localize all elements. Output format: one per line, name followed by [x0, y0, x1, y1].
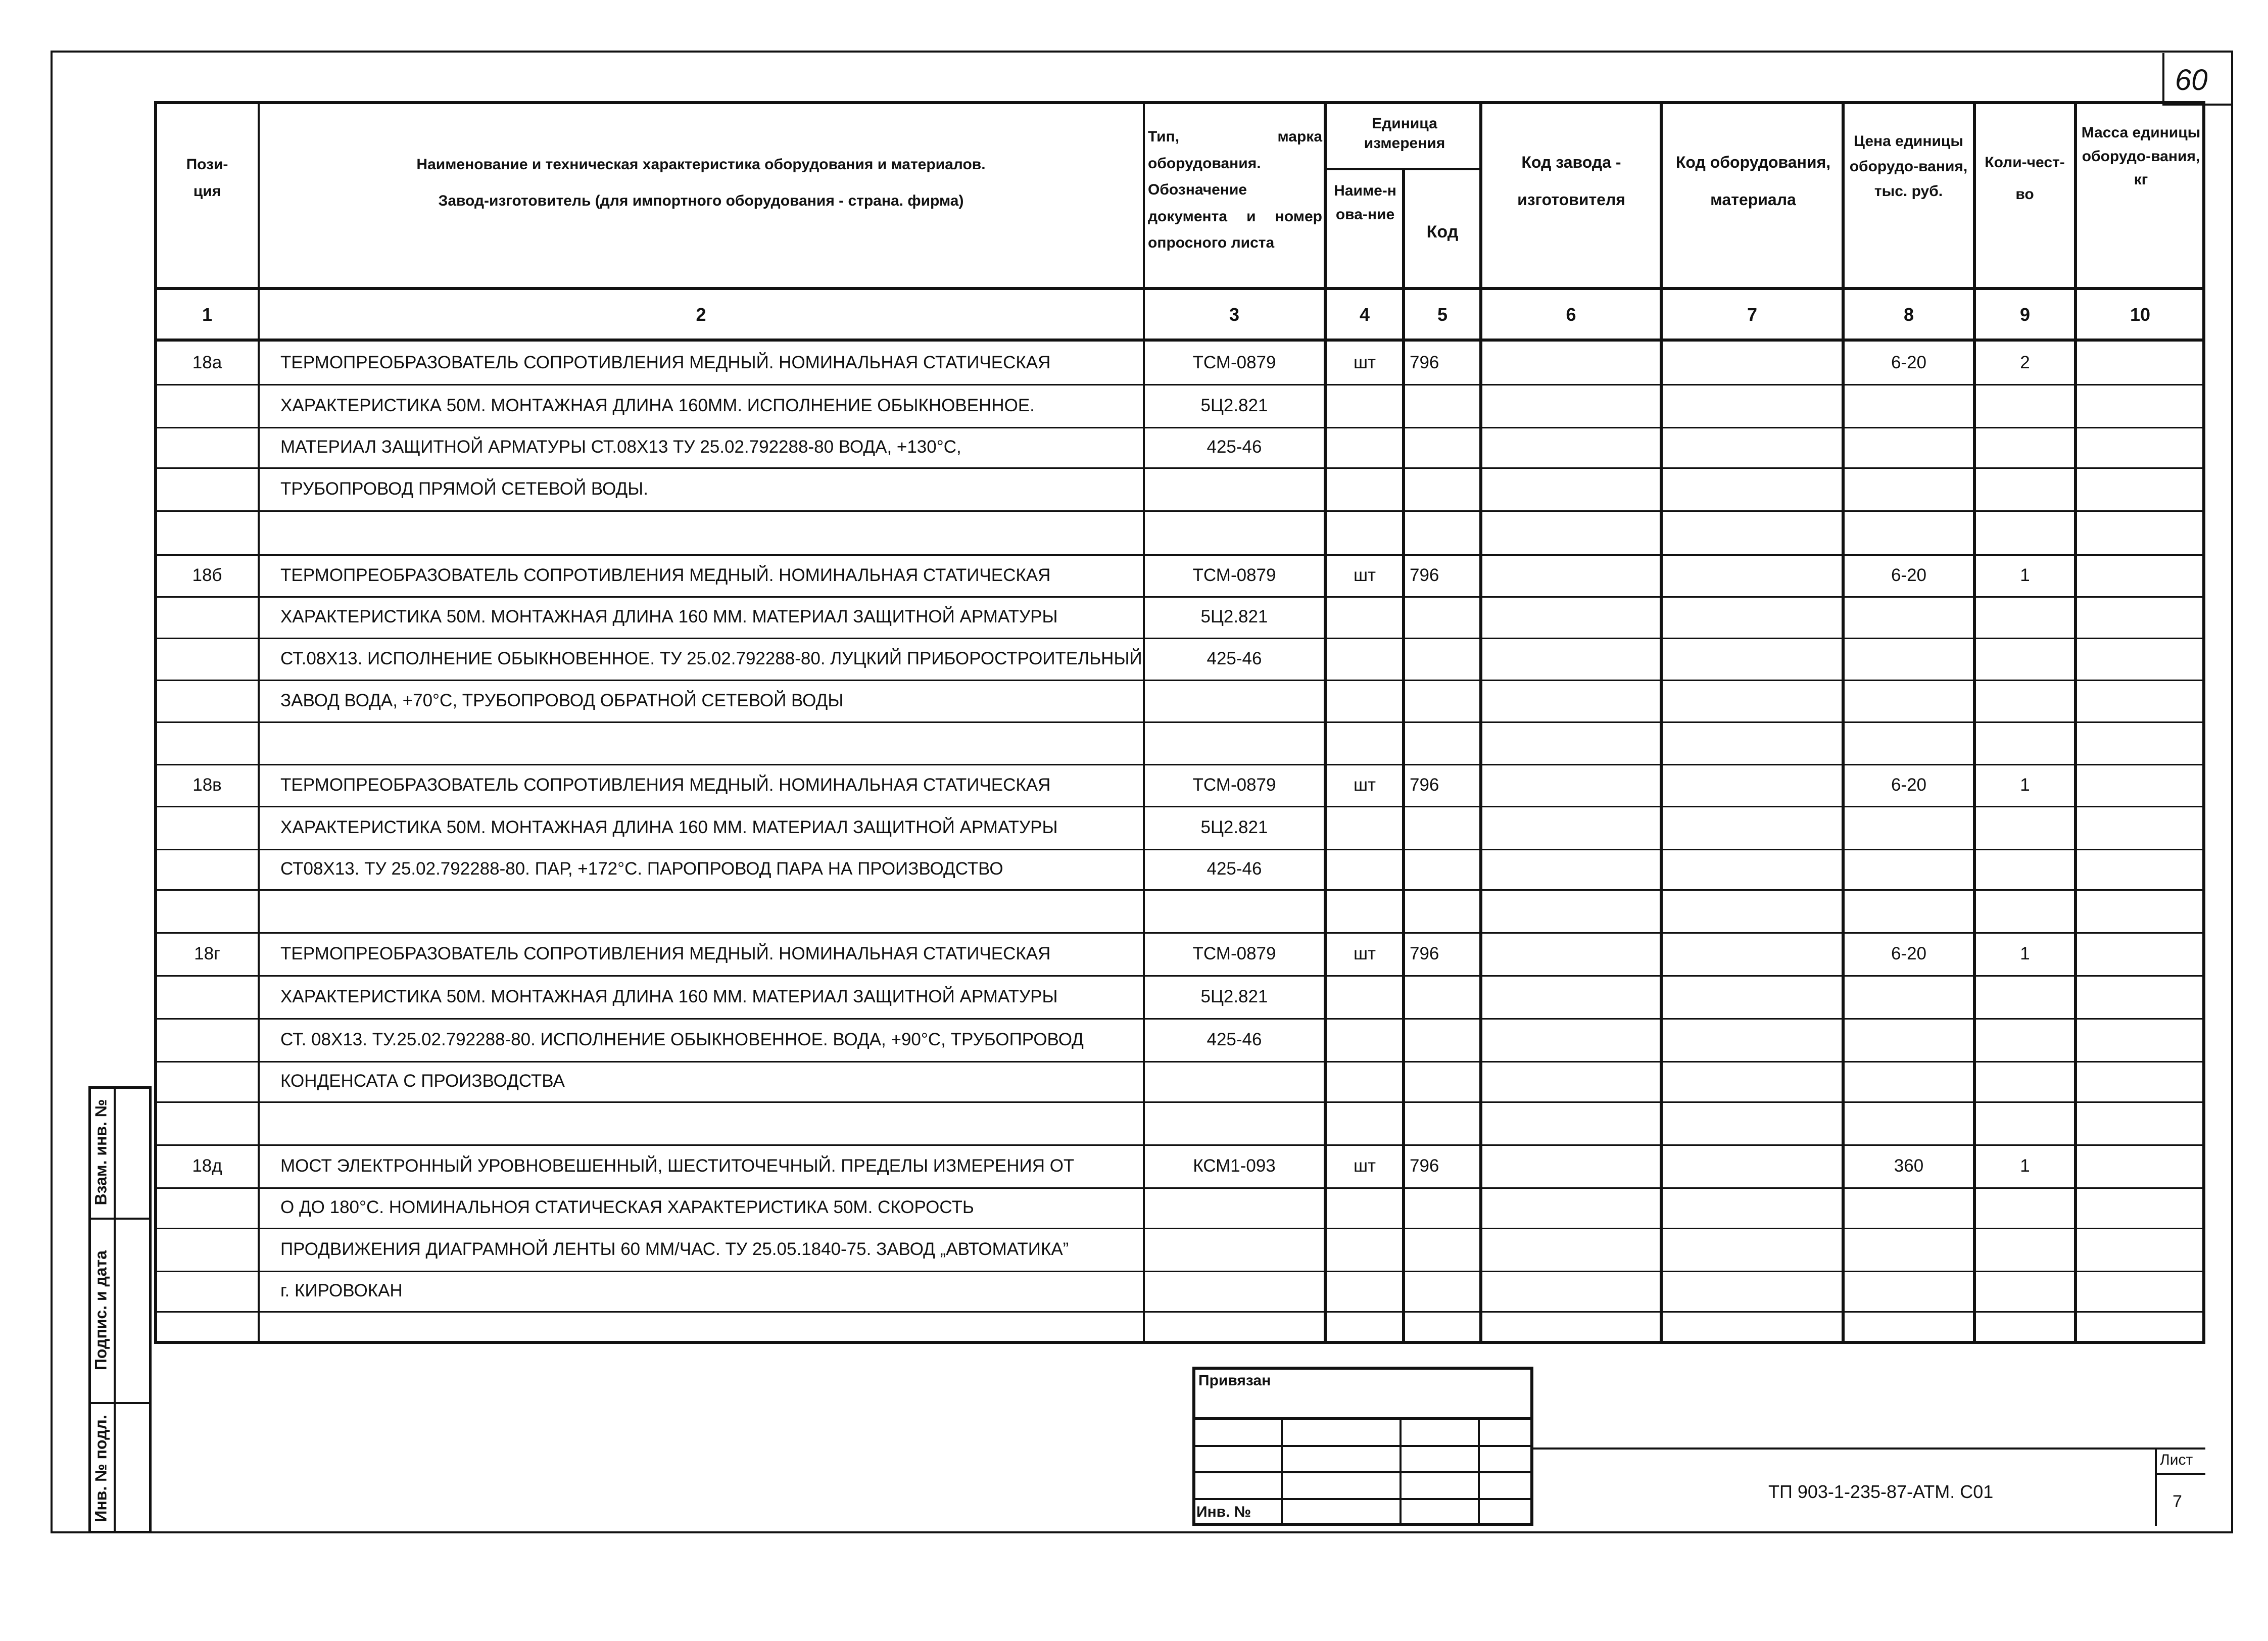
- cell-code: 796: [1410, 944, 1439, 963]
- cell-type: 425-46: [1207, 859, 1262, 879]
- cell-pos: 18в: [192, 775, 222, 795]
- cell-type: ТСМ-0879: [1192, 944, 1276, 963]
- header-mass: Масса единицы оборудо-вания, кг: [2081, 124, 2201, 188]
- cell-pos: 18б: [192, 565, 222, 585]
- cell-name: МАТЕРИАЛ ЗАЩИТНОЙ АРМАТУРЫ СТ.08Х13 ТУ 25.02.792288-80 ВОДА, +130°С,: [280, 437, 961, 457]
- row-line: [154, 764, 2205, 765]
- sheet-box-line: [2155, 1473, 2205, 1475]
- cell-name: СТ08Х13. ТУ 25.02.792288-80. ПАР, +172°С. ПАРОПРОВОД ПАРА НА ПРОИЗВОДСТВО: [280, 859, 1003, 879]
- cell-name: ТЕРМОПРЕОБРАЗОВАТЕЛЬ СОПРОТИВЛЕНИЯ МЕДНЫЙ. НОМИНАЛЬНАЯ СТАТИЧЕСКАЯ: [280, 353, 1051, 372]
- header-equipment-code: Код оборудования, материала: [1675, 153, 1831, 209]
- row-line: [154, 510, 2205, 512]
- cell-name: ТЕРМОПРЕОБРАЗОВАТЕЛЬ СОПРОТИВЛЕНИЯ МЕДНЫЙ. НОМИНАЛЬНАЯ СТАТИЧЕСКАЯ: [280, 944, 1051, 963]
- header-position: Пози- ция: [186, 156, 228, 200]
- cell-price: 6-20: [1891, 944, 1927, 963]
- cell-qty: 1: [2020, 944, 2030, 963]
- cell-type: 425-46: [1207, 1030, 1262, 1049]
- row-line: [154, 1228, 2205, 1229]
- row-line: [154, 680, 2205, 681]
- cell-unit: шт: [1353, 565, 1376, 585]
- cell-name: МОСТ ЭЛЕКТРОННЫЙ УРОВНОВЕШЕННЫЙ, ШЕСТИТОЧЕЧНЫЙ. ПРЕДЕЛЫ ИЗМЕРЕНИЯ ОТ: [280, 1156, 1075, 1176]
- cell-price: 6-20: [1891, 353, 1927, 372]
- stamp-line-1: [1192, 1417, 1533, 1420]
- document-code: ТП 903-1-235-87-АТМ. С01: [1768, 1481, 1994, 1502]
- colnum-8: 8: [1903, 304, 1914, 325]
- cell-qty: 2: [2020, 353, 2030, 372]
- cell-name: О ДО 180°С. НОМИНАЛЬНОЯ СТАТИЧЕСКАЯ ХАРАКТЕРИСТИКА 50М. СКОРОСТЬ: [280, 1197, 974, 1217]
- cell-name: ТРУБОПРОВОД ПРЯМОЙ СЕТЕВОЙ ВОДЫ.: [280, 479, 648, 499]
- cell-type: ТСМ-0879: [1192, 353, 1276, 372]
- cell-type: 425-46: [1207, 649, 1262, 668]
- cell-name: ХАРАКТЕРИСТИКА 50М. МОНТАЖНАЯ ДЛИНА 160 ММ. МАТЕРИАЛ ЗАЩИТНОЙ АРМАТУРЫ: [280, 817, 1058, 837]
- row-line: [154, 384, 2205, 385]
- stamp-line-2: [1192, 1445, 1533, 1447]
- cell-pos: 18д: [192, 1156, 222, 1176]
- cell-type: 425-46: [1207, 437, 1262, 457]
- cell-name: КОНДЕНСАТА С ПРОИЗВОДСТВА: [280, 1071, 565, 1091]
- cell-type: 5Ц2.821: [1200, 607, 1268, 626]
- cell-name: СТ.08Х13. ИСПОЛНЕНИЕ ОБЫКНОВЕННОЕ. ТУ 25.02.792288-80. ЛУЦКИЙ ПРИБОРОСТРОИТЕЛЬНЫЙ: [280, 649, 1142, 668]
- sheet-number: 7: [2173, 1492, 2182, 1511]
- cell-type: 5Ц2.821: [1200, 396, 1268, 415]
- cell-unit: шт: [1353, 775, 1376, 795]
- colnum-7: 7: [1747, 304, 1758, 325]
- header-price: Цена единицы оборудо-вания, тыс. руб.: [1849, 133, 1968, 200]
- row-line: [154, 554, 2205, 556]
- stamp-line-3: [1192, 1471, 1533, 1473]
- cell-qty: 1: [2020, 1156, 2030, 1176]
- stamp-inv-no: Инв. №: [1196, 1504, 1251, 1520]
- header-unit-code: Код: [1426, 222, 1459, 242]
- row-line: [154, 975, 2205, 977]
- colnum-2: 2: [696, 304, 706, 325]
- title-block-top: [1533, 1447, 2205, 1450]
- row-line: [154, 849, 2205, 850]
- row-line: [154, 467, 2205, 469]
- colnum-3: 3: [1229, 304, 1240, 325]
- cell-type: ТСМ-0879: [1192, 565, 1276, 585]
- cell-unit: шт: [1353, 353, 1376, 372]
- cell-pos: 18г: [194, 944, 220, 963]
- sidebar-vzam-inv: Взам. инв. №: [91, 1099, 110, 1205]
- row-line: [154, 889, 2205, 891]
- colnum-9: 9: [2019, 304, 2031, 325]
- cell-code: 796: [1410, 565, 1439, 585]
- header-unit-name: Наиме-нова-ние: [1334, 182, 1396, 223]
- row-line: [154, 932, 2205, 934]
- row-line: [154, 1144, 2205, 1146]
- row-line: [154, 721, 2205, 723]
- row-line: [154, 638, 2205, 639]
- cell-name: ХАРАКТЕРИСТИКА 50М. МОНТАЖНАЯ ДЛИНА 160 ММ. МАТЕРИАЛ ЗАЩИТНОЙ АРМАТУРЫ: [280, 607, 1058, 626]
- stamp-vline-1: [1281, 1417, 1283, 1526]
- cell-name: ТЕРМОПРЕОБРАЗОВАТЕЛЬ СОПРОТИВЛЕНИЯ МЕДНЫЙ. НОМИНАЛЬНАЯ СТАТИЧЕСКАЯ: [280, 565, 1051, 585]
- colnum-4: 4: [1359, 304, 1370, 325]
- cell-unit: шт: [1353, 944, 1376, 963]
- sidebar-podpis-data: Подпис. и дата: [91, 1250, 110, 1371]
- row-line: [154, 1061, 2205, 1063]
- header-type: Тип, марка оборудования. Обозначение документа и номер опросного листа: [1148, 128, 1322, 251]
- header-bottom-line: [154, 287, 2205, 290]
- cell-name: ЗАВОД ВОДА, +70°С, ТРУБОПРОВОД ОБРАТНОЙ СЕТЕВОЙ ВОДЫ: [280, 691, 844, 710]
- cell-code: 796: [1410, 775, 1439, 795]
- cell-type: 5Ц2.821: [1200, 987, 1268, 1006]
- cell-name: СТ. 08Х13. ТУ.25.02.792288-80. ИСПОЛНЕНИЕ ОБЫКНОВЕННОЕ. ВОДА, +90°С, ТРУБОПРОВОД: [280, 1030, 1084, 1049]
- row-line: [154, 427, 2205, 428]
- row-line: [154, 1187, 2205, 1189]
- stamp-line-4: [1192, 1498, 1533, 1500]
- header-quantity: Коли-чест-во: [1985, 154, 2065, 203]
- cell-type: КСМ1-093: [1193, 1156, 1276, 1176]
- stamp-vline-2: [1400, 1417, 1402, 1526]
- cell-pos: 18а: [192, 353, 222, 372]
- row-line: [154, 1101, 2205, 1103]
- cell-code: 796: [1410, 353, 1439, 372]
- sidebar-inv-podl: Инв. № подл.: [91, 1415, 110, 1522]
- sidebar-divider-v: [114, 1086, 116, 1533]
- cell-price: 360: [1894, 1156, 1924, 1176]
- colnum-6: 6: [1566, 304, 1576, 325]
- header-factory-code: Код завода - изготовителя: [1517, 153, 1625, 209]
- stamp-vline-3: [1478, 1417, 1480, 1526]
- colnum-10: 10: [2130, 304, 2151, 325]
- sheet-label: Лист: [2160, 1452, 2193, 1468]
- row-line: [154, 1271, 2205, 1272]
- cell-price: 6-20: [1891, 775, 1927, 795]
- row-line: [154, 1018, 2205, 1020]
- colnum-bottom-line: [154, 339, 2205, 342]
- cell-name: ХАРАКТЕРИСТИКА 50М. МОНТАЖНАЯ ДЛИНА 160 ММ. МАТЕРИАЛ ЗАЩИТНОЙ АРМАТУРЫ: [280, 987, 1058, 1006]
- cell-price: 6-20: [1891, 565, 1927, 585]
- row-line: [154, 806, 2205, 807]
- cell-name: г. КИРОВОКАН: [280, 1281, 403, 1300]
- cell-code: 796: [1410, 1156, 1439, 1176]
- header-unit-group: Единица измерения: [1364, 115, 1445, 152]
- stamp-privyazan: Привязан: [1198, 1372, 1271, 1389]
- cell-name: ТЕРМОПРЕОБРАЗОВАТЕЛЬ СОПРОТИВЛЕНИЯ МЕДНЫЙ. НОМИНАЛЬНАЯ СТАТИЧЕСКАЯ: [280, 775, 1051, 795]
- sidebar-divider-1: [88, 1218, 152, 1220]
- colnum-5: 5: [1437, 304, 1448, 325]
- cell-qty: 1: [2020, 775, 2030, 795]
- cell-type: 5Ц2.821: [1200, 817, 1268, 837]
- row-line: [154, 596, 2205, 598]
- cell-qty: 1: [2020, 565, 2030, 585]
- cell-type: ТСМ-0879: [1192, 775, 1276, 795]
- cell-name: ХАРАКТЕРИСТИКА 50М. МОНТАЖНАЯ ДЛИНА 160ММ. ИСПОЛНЕНИЕ ОБЫКНОВЕННОЕ.: [280, 396, 1035, 415]
- row-line: [154, 1311, 2205, 1313]
- cell-unit: шт: [1353, 1156, 1376, 1176]
- colnum-1: 1: [202, 304, 213, 325]
- corner-number: 60: [2175, 64, 2208, 96]
- header-name: Наименование и техническая характеристика оборудования и материалов. Завод-изготовитель (для импортного оборудования - страна. фирма): [416, 156, 986, 209]
- cell-name: ПРОДВИЖЕНИЯ ДИАГРАМНОЙ ЛЕНТЫ 60 ММ/ЧАС. ТУ 25.05.1840-75. ЗАВОД „АВТОМАТИКА”: [280, 1239, 1069, 1259]
